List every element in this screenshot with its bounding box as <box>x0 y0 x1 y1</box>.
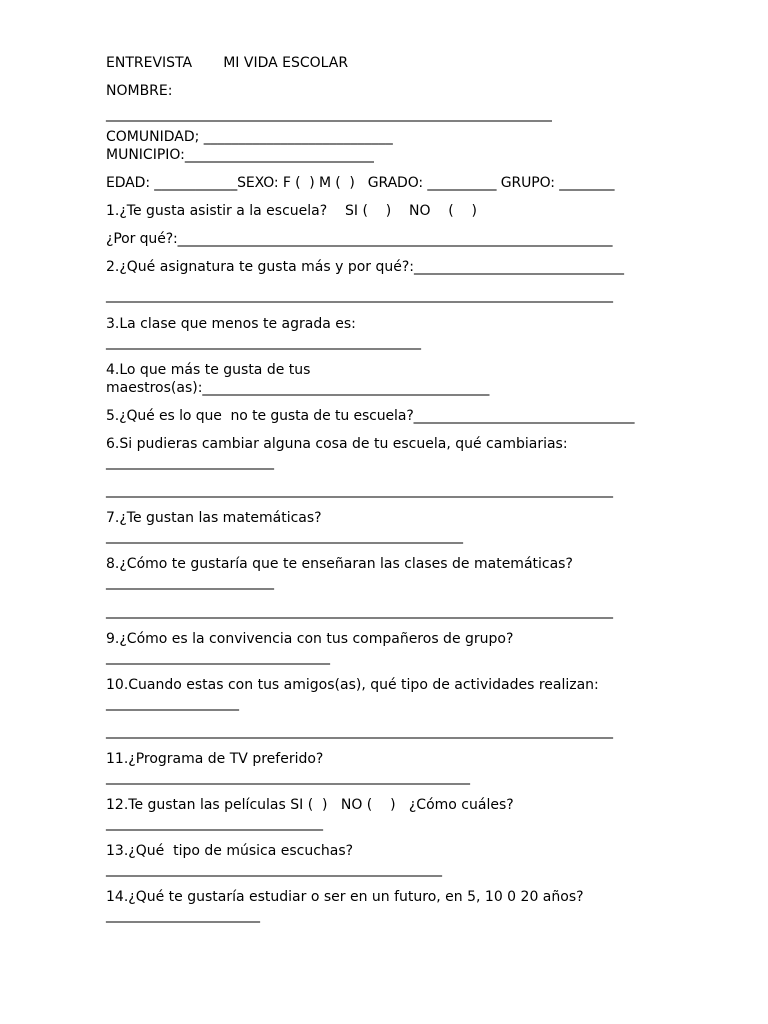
datos-field: EDAD: ____________SEXO: F ( ) M ( ) GRADO: __________ GRUPO: ________ <box>106 175 615 191</box>
question-4: 4.Lo que más te gusta de tus <box>106 362 311 378</box>
answer-line: ________________________ <box>106 574 274 590</box>
question-9: 9.¿Cómo es la convivencia con tus compañeros de grupo? <box>106 631 514 647</box>
answer-line: __________________________________________________________________________ <box>106 723 613 739</box>
answer-line: _______________________________ <box>106 815 323 831</box>
nombre-line: ____________________________________________________________________ <box>106 106 552 122</box>
question-13: 13.¿Qué tipo de música escuchas? <box>106 843 354 859</box>
answer-line: __________________________________________________________________________ <box>106 603 613 619</box>
municipio-field: MUNICIPIO:___________________________ <box>106 147 374 163</box>
question-2: 2.¿Qué asignatura te gusta más y por qué?:______________________________ <box>106 259 624 275</box>
answer-line: ________________________________ <box>106 649 330 665</box>
question-14: 14.¿Qué te gustaría estudiar o ser en un futuro, en 5, 10 0 20 años? <box>106 889 584 905</box>
form-header: ENTREVISTA MI VIDA ESCOLAR <box>106 55 349 71</box>
answer-line: ________________________________________________ <box>106 861 442 877</box>
question-4-continued: maestros(as):_________________________________________ <box>106 380 490 396</box>
answer-line: __________________________________________________________________________ <box>106 482 613 498</box>
nombre-label: NOMBRE: <box>106 83 173 99</box>
question-7: 7.¿Te gustan las matemáticas? <box>106 510 322 526</box>
question-1-why: ¿Por qué?:_______________________________________________________________ <box>106 231 613 247</box>
question-1: 1.¿Te gusta asistir a la escuela? SI ( ) NO ( ) <box>106 203 477 219</box>
question-10: 10.Cuando estas con tus amigos(as), qué tipo de actividades realizan: <box>106 677 599 693</box>
answer-line: ______________________ <box>106 907 260 923</box>
question-12: 12.Te gustan las películas SI ( ) NO ( ) ¿Cómo cuáles? <box>106 797 514 813</box>
question-3: 3.La clase que menos te agrada es: <box>106 316 356 332</box>
question-6: 6.Si pudieras cambiar alguna cosa de tu escuela, qué cambiarias: <box>106 436 568 452</box>
comunidad-field: COMUNIDAD; ___________________________ <box>106 129 393 145</box>
question-8: 8.¿Cómo te gustaría que te enseñaran las clases de matemáticas? <box>106 556 573 572</box>
answer-line: ____________________________________________________ <box>106 769 470 785</box>
answer-line: ___________________ <box>106 695 239 711</box>
question-5: 5.¿Qué es lo que no te gusta de tu escuela?________________________________ <box>106 408 635 424</box>
answer-line: __________________________________________________________________________ <box>106 287 613 303</box>
question-11: 11.¿Programa de TV preferido? <box>106 751 324 767</box>
answer-line: ________________________ <box>106 454 274 470</box>
answer-line: _____________________________________________ <box>106 334 421 350</box>
answer-line: ___________________________________________________ <box>106 528 463 544</box>
